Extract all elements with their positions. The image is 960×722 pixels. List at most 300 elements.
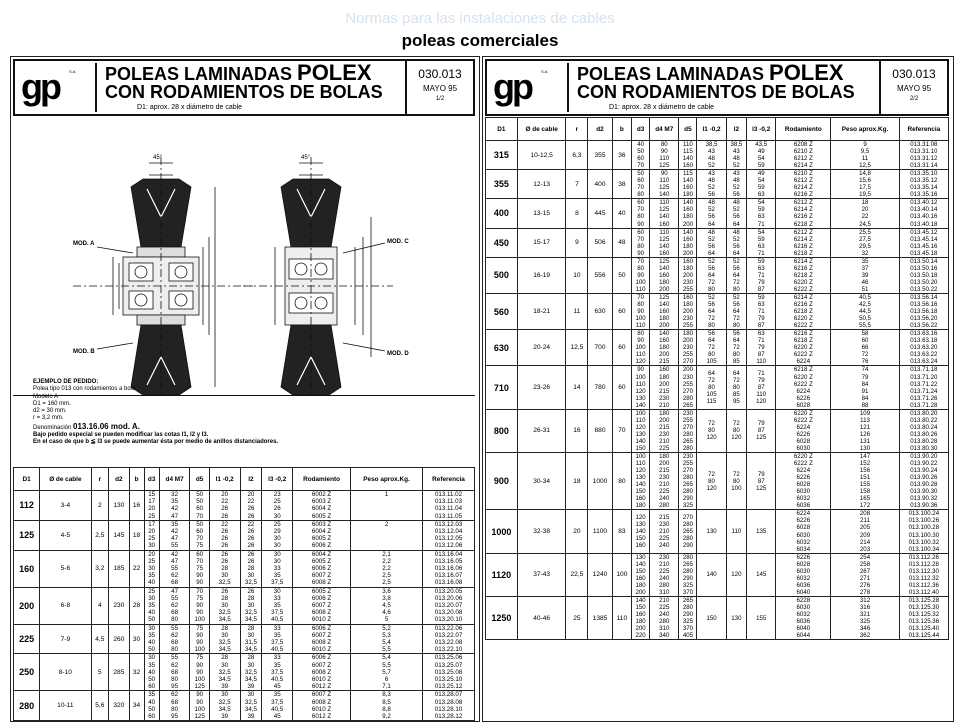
cell-l3: 49 54 59 63: [747, 170, 776, 199]
cell-r: 7: [566, 170, 588, 199]
cell-rod: 6214 Z 6216 Z 6218 Z 6220 Z 6222 Z: [776, 293, 831, 329]
cell-d2: 285: [109, 654, 129, 691]
header-cable: Ø de cable: [40, 468, 91, 491]
cell-d1: 125: [14, 520, 40, 550]
cell-peso: 312 316 321 325 346 362: [831, 596, 899, 639]
cell-l3: 145: [747, 553, 776, 596]
cell-l2: 43 48 52 56: [726, 170, 747, 199]
pulley-section-svg: [13, 117, 475, 395]
cell-b: 38: [612, 170, 631, 199]
cell-l2: 20 22 26 26: [240, 491, 262, 521]
header-peso: Peso aprox.Kg.: [351, 468, 423, 491]
cell-rod: 6002 Z 6003 Z 6004 Z 6005 Z: [293, 491, 351, 521]
cell-d1: 315: [486, 141, 518, 170]
header-d5: d5: [190, 468, 209, 491]
cell-r: 12,5: [566, 330, 588, 366]
header-l2: l2: [726, 118, 747, 141]
cell-cable: 23-26: [517, 366, 566, 409]
cell-l2: 30 32,5 34,5 39: [240, 691, 262, 721]
cell-peso: 18 20 22 24,5: [831, 199, 899, 228]
title-line1: POLEAS LAMINADAS: [105, 64, 298, 84]
cell-l1: 52 56 64 72 80: [697, 293, 726, 329]
cell-d5: 230 255 270 280 265 280: [679, 409, 697, 452]
title-line1: POLEAS LAMINADAS: [577, 64, 770, 84]
header-d2: d2: [109, 468, 129, 491]
cell-rod: 6208 Z 6210 Z 6212 Z 6214 Z: [776, 141, 831, 170]
cell-b: 36: [612, 141, 631, 170]
denomination-label: Denominación: [33, 424, 72, 431]
cell-l3: 63 71 79 87 110: [747, 330, 776, 366]
cell-l1: 56 64 72 80 105: [697, 330, 726, 366]
cell-l2: 48 52 56 64: [726, 228, 747, 257]
header-b: b: [612, 118, 631, 141]
cell-l2: 52 56 64 72 80: [726, 293, 747, 329]
sheet-code-box: [879, 61, 947, 114]
cell-l3: 33 35 37,5 40,5: [262, 624, 293, 654]
cell-peso: 5,2 5,3 5,4 5,5: [351, 624, 423, 654]
cell-b: 50: [612, 257, 631, 293]
cell-r: 2,5: [91, 520, 109, 550]
cell-d4: 47 55 62 68 80: [159, 587, 190, 624]
cell-ref: 013.112.26 013.112.28 013.112.30 013.112.32 013.112.36 013.112.40: [899, 553, 948, 596]
cell-peso: 109 113 121 126 131 130: [831, 409, 899, 452]
cell-ref: 013.50.14 013.50.16 013.50.18 013.50.20 013.50.22: [899, 257, 948, 293]
cell-cable: 20-24: [517, 330, 566, 366]
cell-r: 9: [566, 228, 588, 257]
header-d4: d4 M7: [159, 468, 190, 491]
table-row: [486, 199, 949, 228]
cell-d4: 55 62 68 80 95: [159, 654, 190, 691]
cell-cable: 30-34: [517, 453, 566, 510]
cell-b: 30: [129, 624, 144, 654]
cell-l3: 135: [747, 510, 776, 553]
cell-d4: 180 200 215 230 210 225: [650, 409, 679, 452]
cell-d4: 80 90 110 125: [650, 141, 679, 170]
cell-l2: 48 52 56 64: [726, 199, 747, 228]
header-l1: l1 -0,2: [697, 118, 726, 141]
cell-d3: 120 130 140 150 160: [632, 510, 650, 553]
header-d3: d3: [144, 468, 159, 491]
cell-ref: 013.45.12 013.45.14 013.45.16 013.45.18: [899, 228, 948, 257]
cell-b: 83: [612, 510, 631, 553]
sheet-subtitle: D1: aprox. 28 x diámetro de cable: [137, 104, 243, 111]
cell-rod: 6006 Z 6007 Z 6008 Z 6010 Z: [293, 624, 351, 654]
logo-company: S.A.: [69, 69, 77, 74]
cell-d5: 280 265 280 290 325 370: [679, 553, 697, 596]
cell-l1: 72 80 120: [697, 453, 726, 510]
cell-cable: 12-13: [517, 170, 566, 199]
cell-d4: 230 210 225 240 280 310: [650, 553, 679, 596]
cell-l1: 28 30 32,5 34,5: [209, 624, 240, 654]
cell-d1: 160: [14, 550, 40, 587]
cell-d3: 30 35 40 50: [144, 624, 159, 654]
cell-d4: 55 62 68 80: [159, 624, 190, 654]
sheet-header: [485, 59, 949, 116]
cell-rod: 6224 6226 6028 6030 6032 6034: [776, 510, 831, 553]
cell-d2: 1000: [588, 453, 612, 510]
table-row: [486, 510, 949, 553]
cell-b: 18: [129, 520, 144, 550]
slide-title: Normas para las instalaciones de cables: [345, 10, 615, 27]
cell-d1: 1120: [486, 553, 518, 596]
slide-subtitle: poleas comerciales: [401, 31, 559, 50]
cell-l2: 110: [726, 510, 747, 553]
cell-l3: 54 59 63 71: [747, 228, 776, 257]
cell-r: 20: [566, 510, 588, 553]
cell-d4: 210 225 240 280 310 340: [650, 596, 679, 639]
cell-r: 5: [91, 654, 109, 691]
table-row: [486, 366, 949, 409]
cell-d4: 215 230 210 225 240: [650, 510, 679, 553]
cell-l3: 155: [747, 596, 776, 639]
header-ref: Referencia: [899, 118, 948, 141]
title-line2: CON RODAMIENTOS DE BOLAS: [577, 82, 855, 102]
cell-l1: 150: [697, 596, 726, 639]
example-title: EJEMPLO DE PEDIDO:: [33, 379, 99, 385]
cell-peso: 58 60 66 72 76: [831, 330, 899, 366]
cell-d5: 115 140 160 180: [679, 170, 697, 199]
cell-d4: 110 125 140 160: [650, 199, 679, 228]
table-row: [486, 453, 949, 510]
company-logo: [17, 63, 97, 112]
cell-l2: 22 26 26 26: [240, 520, 262, 550]
table-row: [486, 141, 949, 170]
cell-d3: 40 50 60 70: [632, 141, 650, 170]
cell-b: 48: [612, 228, 631, 257]
cell-d3: 100 110 120 130 140 150 160 180: [632, 453, 650, 510]
cell-cable: 6-8: [40, 587, 91, 624]
cell-r: 11: [566, 293, 588, 329]
cell-rod: 6218 Z 6220 Z 6222 Z 6224 6226 6028: [776, 366, 831, 409]
header-l3: l3 -0,2: [747, 118, 776, 141]
header-rod: Rodamiento: [776, 118, 831, 141]
cell-rod: 6004 Z 6005 Z 6006 Z 6007 Z 6008 Z: [293, 550, 351, 587]
cell-d1: 630: [486, 330, 518, 366]
cell-l3: 30 33 35 37,5 40,5: [262, 587, 293, 624]
cell-d2: 630: [588, 293, 612, 329]
mod-b-label: MOD. B: [73, 349, 95, 355]
cell-d4: 35 42 47 55: [159, 520, 190, 550]
example-note: Bajo pedido especial se pueden modificar las cotas l1, l2 y l3.: [33, 432, 209, 439]
table-row: [486, 409, 949, 452]
cell-d3: 70 80 90 100 110: [632, 293, 650, 329]
cell-ref: 013.71.18 013.71.20 013.71.22 013.71.24 013.71.26 013.71.28: [899, 366, 948, 409]
cell-l2: 28 30 32,5 34,5 39: [240, 654, 262, 691]
cell-l3: 71 79 87 110 120: [747, 366, 776, 409]
header-l3: l3 -0,2: [262, 468, 293, 491]
cell-d2: 780: [588, 366, 612, 409]
header-d3: d3: [632, 118, 650, 141]
cell-d3: 60 70 80 90: [632, 228, 650, 257]
cell-peso: 25,5 27,5 29,5 32: [831, 228, 899, 257]
cell-l3: 79 87 125: [747, 409, 776, 452]
cell-l3: 23 25 26 30: [262, 491, 293, 521]
logo-company: S.A.: [541, 69, 549, 74]
cell-l1: 26 26 28 30 32,5: [209, 550, 240, 587]
cell-ref: 013.35.10 013.35.12 013.35.14 013.35.16: [899, 170, 948, 199]
cell-b: 22: [129, 550, 144, 587]
table-row: [14, 624, 475, 654]
cell-l1: 130: [697, 510, 726, 553]
cell-l2: 28 30 31,5 34,5: [240, 624, 262, 654]
cell-d5: 200 230 255 270 280 265: [679, 366, 697, 409]
cell-rod: 6006 Z 6007 Z 6008 Z 6010 Z 6012 Z: [293, 654, 351, 691]
cell-peso: 9 9,5 11 12,5: [831, 141, 899, 170]
cell-r: 3,2: [91, 550, 109, 587]
cell-d1: 1000: [486, 510, 518, 553]
cell-ref: 013.125.28 013.125.30 013.125.32 013.125.36 013.125.40 013.125.44: [899, 596, 948, 639]
cell-r: 4,5: [91, 624, 109, 654]
cell-ref: 013.31.08 013.31.10 013.31.12 013.31.14: [899, 141, 948, 170]
catalog-sheet-left: [10, 56, 480, 722]
cell-b: 110: [612, 596, 631, 639]
cell-d1: 400: [486, 199, 518, 228]
table-row: [486, 228, 949, 257]
cell-r: 22,5: [566, 553, 588, 596]
cell-l3: 25 29 30 30: [262, 520, 293, 550]
cell-l1: 52 56 64 72 80: [697, 257, 726, 293]
cell-l3: 54 59 63 71: [747, 199, 776, 228]
cell-d1: 1250: [486, 596, 518, 639]
cell-d1: 225: [14, 624, 40, 654]
cell-cable: 40-46: [517, 596, 566, 639]
cell-d5: 50 60 70 75: [190, 520, 209, 550]
cell-l1: 30 32,5 34,5 39: [209, 691, 240, 721]
header-peso: Peso aprox.Kg.: [831, 118, 899, 141]
cell-d1: 250: [14, 654, 40, 691]
cell-l3: 79 87 125: [747, 453, 776, 510]
cell-l1: 48 52 56 64: [697, 228, 726, 257]
cell-d3: 60 70 80 90: [632, 199, 650, 228]
cell-d4: 90 110 125 140: [650, 170, 679, 199]
cell-ref: 013.12.03 013.12.04 013.12.05 013.12.06: [423, 520, 475, 550]
cell-b: 70: [612, 409, 631, 452]
cell-peso: 208 211 205 209 214 203: [831, 510, 899, 553]
cell-d1: 280: [14, 691, 40, 721]
cell-l3: 43,5 49 54 59: [747, 141, 776, 170]
cell-d3: 130 140 150 160 180 200: [632, 553, 650, 596]
cell-d2: 355: [588, 141, 612, 170]
cell-l2: 38,5 43 48 52: [726, 141, 747, 170]
cell-peso: 254 258 267 271 276 278: [831, 553, 899, 596]
header-ref: Referencia: [423, 468, 475, 491]
cell-b: 34: [129, 691, 144, 721]
cell-d5: 140 160 180 200: [679, 228, 697, 257]
example-denomination: [33, 423, 278, 432]
cell-rod: 6005 Z 6006 Z 6007 Z 6008 Z 6010 Z: [293, 587, 351, 624]
cell-rod: 6007 Z 6008 Z 6010 Z 6012 Z: [293, 691, 351, 721]
cell-ref: 013.25.06 013.25.07 013.25.08 013.25.10 013.25.12: [423, 654, 475, 691]
cell-d5: 160 180 200 230 255: [679, 257, 697, 293]
cell-d3: 20 25 30 35 40: [144, 550, 159, 587]
table-row: [486, 170, 949, 199]
cell-d2: 445: [588, 199, 612, 228]
cell-cable: 7-9: [40, 624, 91, 654]
cell-d4: 160 180 200 215 230 210: [650, 366, 679, 409]
cell-d5: 160 180 200 230 255: [679, 293, 697, 329]
cell-l1: 48 52 56 64: [697, 199, 726, 228]
cell-d2: 400: [588, 170, 612, 199]
cell-l3: 30 30 33 35 37,5: [262, 550, 293, 587]
title-brand: POLEX: [769, 60, 844, 85]
table-row: [14, 691, 475, 721]
cell-d5: 270 280 265 280 290: [679, 510, 697, 553]
cell-cable: 15-17: [517, 228, 566, 257]
header-d2: d2: [588, 118, 612, 141]
cell-rod: 6003 Z 6004 Z 6005 Z 6006 Z: [293, 520, 351, 550]
cell-rod: 6226 6028 6030 6032 6036 6040: [776, 553, 831, 596]
cell-peso: 1: [351, 491, 423, 521]
cell-l1: 43 48 52 56: [697, 170, 726, 199]
cell-l3: 35 37,5 40,5 45: [262, 691, 293, 721]
cell-d5: 110 115 140 160: [679, 141, 697, 170]
sheet-code-box: [405, 61, 473, 114]
cell-cable: 4-5: [40, 520, 91, 550]
sheet-title: [577, 60, 855, 102]
cell-d5: 75 90 90 100 125: [190, 654, 209, 691]
cell-ref: 013.90.20 013.90.22 013.90.24 013.90.26 013.90.28 013.90.30 013.90.32 013.90.36: [899, 453, 948, 510]
cell-d3: 140 150 160 180 200 220: [632, 596, 650, 639]
cell-cable: 18-21: [517, 293, 566, 329]
cell-peso: 14,8 15,6 17,5 19,5: [831, 170, 899, 199]
cell-cable: 5-6: [40, 550, 91, 587]
pulley-drawing: [13, 117, 475, 396]
cell-d2: 145: [109, 520, 129, 550]
cell-d3: 80 90 100 110 120: [632, 330, 650, 366]
header-d5: d5: [679, 118, 697, 141]
cell-d2: 1240: [588, 553, 612, 596]
cell-cable: 10-12,5: [517, 141, 566, 170]
logo-letters: gp: [493, 66, 531, 107]
cell-ref: 013.63.16 013.63.18 013.63.20 013.63.22 013.63.24: [899, 330, 948, 366]
cell-d1: 900: [486, 453, 518, 510]
cell-d3: 70 80 90 100 110: [632, 257, 650, 293]
cell-d5: 50 50 60 70: [190, 491, 209, 521]
cell-ref: 013.11.02 013.11.03 013.11.04 013.11.05: [423, 491, 475, 521]
cell-rod: 6214 Z 6216 Z 6218 Z 6220 Z 6222 Z: [776, 257, 831, 293]
cell-peso: 2,1 2,2 2,2 2,5 2,5: [351, 550, 423, 587]
cell-rod: 6212 Z 6214 Z 6216 Z 6218 Z: [776, 228, 831, 257]
cell-d4: 125 140 160 180 200: [650, 257, 679, 293]
order-example: [33, 379, 278, 447]
title-brand: POLEX: [297, 60, 372, 85]
cell-d1: 200: [14, 587, 40, 624]
pulley-table-left: [13, 467, 475, 721]
header-d1: D1: [14, 468, 40, 491]
example-line: Polea tipo 013 con rodamientos a bola: [33, 386, 136, 393]
cell-d2: 130: [109, 491, 129, 521]
cell-d2: 506: [588, 228, 612, 257]
cell-l1: 20 22 26 26: [209, 491, 240, 521]
cell-l2: 72 80 100: [726, 453, 747, 510]
cell-ref: 013.16.04 013.16.05 013.16.06 013.16.07 013.16.08: [423, 550, 475, 587]
cell-cable: 3-4: [40, 491, 91, 521]
cell-l2: 26 28 30 32,5 34,5: [240, 587, 262, 624]
cell-d4: 180 200 215 230 210 225 240 280: [650, 453, 679, 510]
cell-r: 5,6: [91, 691, 109, 721]
table-row: [14, 491, 475, 521]
cell-l1: 22 26 26 26: [209, 520, 240, 550]
example-line: r = 3,2 mm.: [33, 415, 64, 422]
cell-b: 80: [612, 453, 631, 510]
table-row: [14, 550, 475, 587]
cell-d5: 180 200 230 255 270: [679, 330, 697, 366]
cell-peso: 35 37 39 46 51: [831, 257, 899, 293]
cell-cable: 37-43: [517, 553, 566, 596]
cell-d5: 60 70 75 90 90: [190, 550, 209, 587]
table-row: [14, 520, 475, 550]
cell-d1: 710: [486, 366, 518, 409]
cell-d2: 320: [109, 691, 129, 721]
cell-cable: 10-11: [40, 691, 91, 721]
mod-d-label: MOD. D: [387, 351, 409, 357]
sheet-date: MAYO 95: [896, 84, 932, 93]
example-note: En el caso de que b ≦ l3 se puede aumentar ésta por medio de anillos distanciadores.: [33, 439, 279, 446]
cell-b: 16: [129, 491, 144, 521]
table-row: [486, 596, 949, 639]
cell-d4: 62 68 80 95: [159, 691, 190, 721]
cell-rod: 6220 Z 6222 Z 6224 6226 6028 6030: [776, 409, 831, 452]
cell-l3: 59 63 71 79 87: [747, 257, 776, 293]
cell-d5: 230 255 270 280 265 280 290 325: [679, 453, 697, 510]
cell-d3: 50 60 70 80: [632, 170, 650, 199]
cell-d1: 560: [486, 293, 518, 329]
cell-cable: 26-31: [517, 409, 566, 452]
cell-r: 14: [566, 366, 588, 409]
cell-l2: 120: [726, 553, 747, 596]
denomination-value: 013.16.06 mod. A.: [73, 421, 140, 431]
table-row: [14, 654, 475, 691]
header-d4: d4 M7: [650, 118, 679, 141]
cell-b: 28: [129, 587, 144, 624]
cell-d3: 17 20 25 30: [144, 520, 159, 550]
angle-label-a: 45°: [153, 155, 163, 161]
cell-l1: 64 72 80 105 115: [697, 366, 726, 409]
cell-d4: 32 35 42 47: [159, 491, 190, 521]
header-d1: D1: [486, 118, 518, 141]
cell-d1: 112: [14, 491, 40, 521]
sheet-code: 030.013: [892, 67, 936, 81]
sheet-title: [105, 60, 383, 102]
sheet-date: MAYO 95: [422, 84, 458, 93]
cell-r: 16: [566, 409, 588, 452]
header-r: r: [566, 118, 588, 141]
cell-d2: 1100: [588, 510, 612, 553]
cell-r: 18: [566, 453, 588, 510]
sheet-page: 2/2: [909, 96, 919, 102]
cell-d3: 100 110 120 130 140 150: [632, 409, 650, 452]
cell-d4: 125 140 160 180 200: [650, 293, 679, 329]
cell-d2: 556: [588, 257, 612, 293]
cell-d4: 110 125 140 160: [650, 228, 679, 257]
cell-d3: 25 30 35 40 50: [144, 587, 159, 624]
cell-l3: 59 63 71 79 87: [747, 293, 776, 329]
cell-peso: 5,4 5,5 5,7 6 7,1: [351, 654, 423, 691]
cell-b: 40: [612, 199, 631, 228]
cell-d2: 230: [109, 587, 129, 624]
cell-b: 32: [129, 654, 144, 691]
cell-ref: 013.56.14 013.56.16 013.56.18 013.56.20 013.56.22: [899, 293, 948, 329]
cell-d1: 355: [486, 170, 518, 199]
cell-peso: 8,3 8,5 8,8 9,2: [351, 691, 423, 721]
cell-ref: 013.40.12 013.40.14 013.40.16 013.40.18: [899, 199, 948, 228]
cell-d1: 500: [486, 257, 518, 293]
header-l2: l2: [240, 468, 262, 491]
cell-r: 8: [566, 199, 588, 228]
cell-l1: 38,5 43 48 52: [697, 141, 726, 170]
cell-r: 25: [566, 596, 588, 639]
cell-peso: 147 152 156 151 155 158 165 172: [831, 453, 899, 510]
